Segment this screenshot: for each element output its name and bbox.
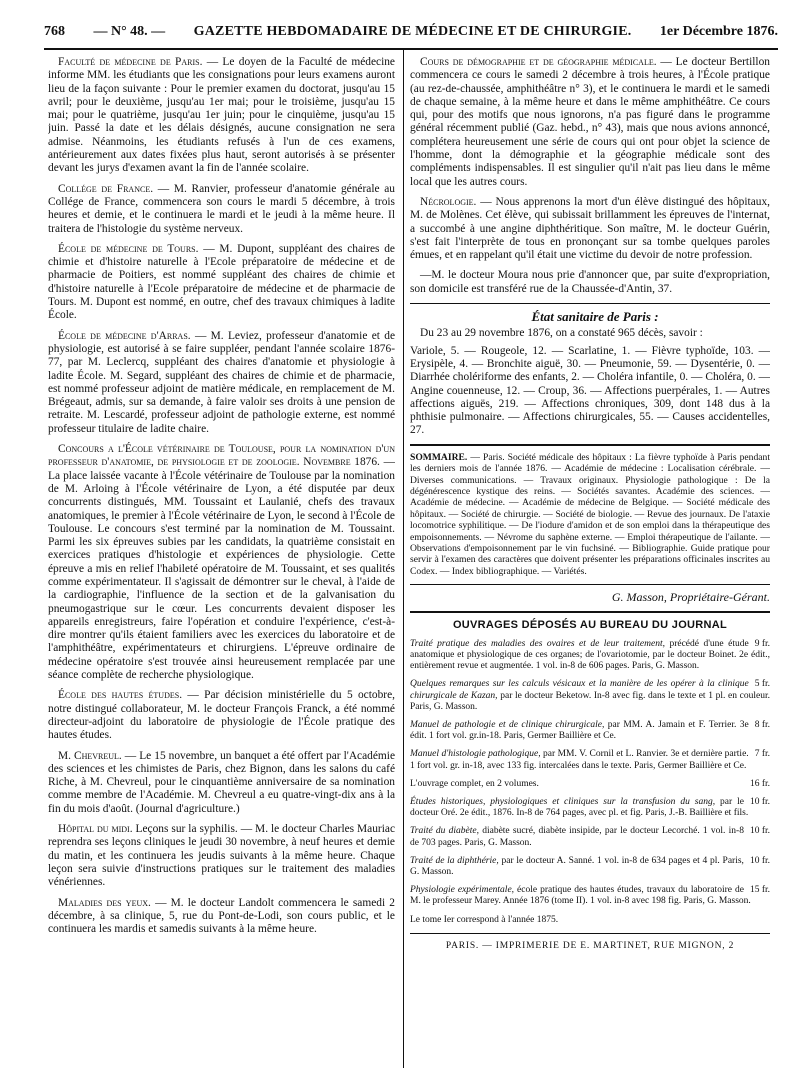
- page-number: 768: [44, 24, 65, 39]
- section-rule: [410, 584, 770, 585]
- article-right_column-0: [410, 56, 770, 189]
- article-left_column-1: [48, 183, 395, 236]
- book-price: 9 fr.: [754, 638, 770, 649]
- book-entry: [410, 679, 770, 713]
- article-text: — M. Ranvier, professeur d'anatomie générale au Collége de France, commencera son cours le mardi 5 décembre, à trois heures et demie, et le continuera le mardi et le jeudi à la même heure. Il traitera de l'histologie du système nerveux.: [48, 182, 395, 235]
- article-heading: Cours de démographie et de géographie médicale.: [420, 56, 657, 68]
- book-price: 10 fr.: [749, 797, 770, 808]
- book-price: 10 fr.: [749, 826, 770, 837]
- book-details: L'ouvrage complet, en 2 volumes.: [410, 778, 539, 789]
- article-heading: Hôpital du midi.: [58, 823, 133, 836]
- section-rule: [410, 444, 770, 446]
- ouvrages-title: OUVRAGES DÉPOSÉS AU BUREAU DU JOURNAL: [452, 619, 728, 632]
- article-heading: Faculté de médecine de Paris.: [58, 56, 203, 68]
- article-text: — Le 15 novembre, un banquet a été offert par l'Académie des sciences et les chimistes de Paris, chez Bignon, dans les salons du café Riche, à M. Chevreul, pour le cinquantième anniversaire de sa nomination comme membre de l'Académie. M. Chevreul a eu quatre-vingt-dix ans à la fin du mois d'août. (Journal d'agriculture.): [48, 749, 395, 815]
- book-title: Traité du diabète,: [410, 826, 479, 837]
- article-text: — Le doyen de la Faculté de médecine informe MM. les étudiants que les consignations pour leurs examens auront lieu de la façon suivante : Pour le premier examen du doctorat, jusqu'au 15 avril; pour le deuxième, jusqu'au 1er mai; pour le troisième, jusqu'au 15 mai; pour le quatrième, jusqu'au 1er juin; pour le cinquième, jusqu'au 15 juin. Passé la date et les délais désignés, aucune consignation ne sera admise. Néanmoins, les étudiants refusés à l'un de ces examens, antérieurement aux dates fixées plus haut, seront autorisés à se présenter devant les jurys d'examen avant la fin de l'année scolaire.: [48, 56, 395, 175]
- book-price: 7 fr.: [754, 749, 770, 760]
- book-details: par le docteur Beketow. In-8 avec fig. dans le texte et 1 pl. en couleur. Paris, G. Masson.: [410, 690, 770, 712]
- article-left_column-6: [48, 750, 395, 816]
- book-title: Quelques remarques sur les calculs vésicaux et la manière de les opérer à la clinique chirurgicale de Kazan,: [410, 679, 749, 701]
- book-details: diabète sucré, diabète insipide, par le docteur Lecorché. 1 vol. in-8 de 703 pages. Paris, G. Masson.: [410, 826, 744, 848]
- article-left_column-8: [48, 897, 395, 937]
- article-heading: Concours a l'École vétérinaire de Toulouse, pour la nomination d'un professeur d'anatomie, de physiologie et de zoologie. Novembre 1876.: [48, 443, 395, 469]
- book-details: Le tome Ier correspond à l'année 1875.: [410, 914, 559, 925]
- book-price: 8 fr.: [754, 720, 770, 730]
- left-column: [48, 56, 395, 1061]
- article-text: Leçons sur la syphilis. — M. le docteur Charles Mauriac reprendra ses leçons cliniques le jeudi 30 novembre, à neuf heures et demie du matin, et les continuera les jeudis suivants à la même heure. Chaque leçon sera suivie d'instructions pratiques sur le traitement des maladies vénériennes.: [48, 823, 395, 889]
- book-details: par MM. V. Cornil et L. Ranvier. 3e et dernière partie. 1 fort vol. gr. in-18, avec 133 fig. intercalées dans le texte. Paris, Germer Baillière et Ce.: [410, 749, 749, 771]
- book-entry: [410, 915, 770, 926]
- issue-date: 1er Décembre 1876.: [659, 24, 778, 39]
- article-heading: École des hautes études.: [58, 689, 183, 702]
- article-heading: Maladies des yeux.: [58, 896, 151, 909]
- book-title: Traité pratique des maladies des ovaires et de leur traitement,: [410, 638, 665, 649]
- etat-sanitaire-title: État sanitaire de Paris :: [531, 309, 659, 325]
- book-price: 16 fr.: [749, 778, 770, 789]
- article-text: — Nous apprenons la mort d'un élève distingué des hôpitaux, M. de Molènes. Cet élève, qui subissait brillamment les épreuves de l'internat, a succombé à une angine diphthéritique. Son maître, M. le docteur Guérin, s'est fait l'interprète de tous en prononçant sur sa tombe quelques paroles émues, et en rappelant qu'il était une victime du devoir de notre profession.: [410, 195, 770, 262]
- book-entry: [410, 856, 770, 878]
- book-price: 15 fr.: [749, 885, 770, 896]
- book-price: 10 fr.: [749, 855, 770, 866]
- journal-title: GAZETTE HEBDOMADAIRE DE MÉDECINE ET DE CHIRURGIE.: [193, 24, 632, 39]
- book-details: école pratique des hautes études, travaux du laboratoire de M. le professeur Marey. Année 1876 (tome II). 1 vol. in-8 avec 198 fig. Paris, G. Masson.: [410, 885, 751, 907]
- article-text: —M. le docteur Moura nous prie d'annoncer que, par suite d'expropriation, son domicile est transféré rue de la Chaussée-d'Antin, 37.: [410, 269, 770, 295]
- ouvrages-list: [410, 639, 770, 926]
- sommaire-label: SOMMAIRE.: [410, 451, 468, 463]
- article-text: — Le docteur Bertillon commencera ce cours le samedi 2 décembre à trois heures, à l'École pratique (au rez-de-chaussée, amphithéâtre n° 3), et le continuera le mardi et le samedi de chaque semaine, à la même heure et dans le même amphithéâtre. Ce cours qui, pour des motifs que nous ignorons, n'a pas figuré dans le programme général récemment publié (Gaz. hebd., n° 43), mais que nous avions annoncé, complétera heureusement une série de cours qui ont pour objet la science de l'homme, dont la démographie et la géographie médicale sont des compléments indispensables. Il est singulier qu'il n'ait pas lieu dans le même local que les autres cours.: [410, 56, 770, 188]
- imprint: PARIS. — IMPRIMERIE DE E. MARTINET, RUE MIGNON, 2: [445, 940, 735, 951]
- book-details: précédé d'une étude anatomique et physiologique de ces organes; de l'ovariotomie, par le docteur Boinet. 2e édit., entièrement revue et augmentée. 1 vol. in-8 de 606 pages. Paris, G. Masson.: [410, 638, 770, 672]
- book-entry: [410, 826, 770, 848]
- book-price: 5 fr.: [754, 679, 770, 690]
- book-title: Manuel d'histologie pathologique,: [410, 749, 541, 760]
- book-title: Manuel de pathologie et de clinique chirurgicale,: [410, 720, 605, 730]
- sommaire-text: — Paris. Société médicale des hôpitaux : La fièvre typhoïde à Paris pendant les derniers mois de l'année 1876. — Académie de médecine : Localisation cérébrale. — Diverses communications. — Travaux originaux. Physiologie pathologique : De la dégénérescence kystique des reins. — Sociétés savantes. Académie des sciences. — Académie de médecine. — Académie de médecine de Belgique. — Société médicale des hôpitaux. — Société de chirurgie. — Société de biologie. — Revue des journaux. De l'ataxie locomotrice syphilitique. — De l'iodure d'amidon et de son emploi dans la thérapeutique des empoisonnements. — Névrome du saphène externe. — Emploi thérapeutique de l'ailante. — Observations d'empoisonnement par le vin fuchsiné. — Bibliographie. Guide pratique pour servir à l'examen des caractères que doivent présenter les préparations officinales inscrites au Codex. — Index bibliographique. — Variétés.: [410, 451, 770, 577]
- book-entry: [410, 749, 770, 771]
- article-heading: M. Chevreul.: [58, 749, 122, 762]
- right-column: [410, 56, 770, 1066]
- section-rule: [410, 611, 770, 613]
- article-text: — M. Dupont, suppléant des chaires de chimie et d'histoire naturelle à l'Ecole préparatoire de médecine et de pharmacie de Poitiers, est nommé suppléant des chaires de chimie et d'histoire naturelle à l'Ecole préparatoire de médecine et de pharmacie de Tours. M. Dupont est nommé, en outre, chef des travaux chimiques à ladite École.: [48, 242, 395, 322]
- article-left_column-0: [48, 56, 395, 176]
- article-left_column-3: [48, 330, 395, 436]
- sommaire: [410, 452, 770, 577]
- right-articles: [410, 56, 770, 296]
- article-heading: École de médecine d'Arras.: [58, 329, 191, 342]
- article-left_column-4: [48, 443, 395, 682]
- header-rule: [44, 48, 778, 50]
- book-title: Études historiques, physiologiques et cliniques sur la transfusion du sang,: [410, 797, 716, 808]
- section-rule: [410, 303, 770, 304]
- article-left_column-7: [48, 823, 395, 889]
- book-entry: [410, 639, 770, 673]
- book-details: par MM. A. Jamain et F. Terrier. 3e édit. 1 fort vol. gr.in-18. Paris, Germer Baillière et Ce.: [410, 720, 749, 742]
- column-divider: [403, 50, 404, 1068]
- etat-sanitaire-list: Variole, 5. — Rougeole, 12. — Scarlatine, 1. — Fièvre typhoïde, 103. — Erysipèle, 4. — Bronchite aiguë, 30. — Pneumonie, 59. — Dysentérie, 0. — Diarrhée cholériforme des enfants, 2. — Choléra infantile, 0. — Choléra, 0. — Angine couenneuse, 12. — Croup, 36. — Affections puerpérales, 1. — Autres affections aiguës, 219. — Affections chroniques, 309, dont 148 dus à la phthisie pulmonaire. — Affections chirurgicales, 55. — Causes accidentelles, 27.: [410, 344, 770, 437]
- book-details: par le docteur A. Sanné. 1 vol. in-8 de 634 pages et 4 pl. Paris, G. Masson.: [410, 855, 744, 878]
- article-heading: Nécrologie.: [420, 195, 477, 208]
- book-entry: [410, 779, 770, 790]
- signature: G. Masson, Propriétaire-Gérant.: [611, 590, 770, 605]
- book-entry: [410, 797, 770, 819]
- article-heading: Collége de France.: [58, 182, 154, 195]
- page-header: [44, 24, 778, 46]
- section-rule: [410, 933, 770, 934]
- article-left_column-5: [48, 689, 395, 742]
- book-details: par le docteur Oré. 2e édit., 1876. In-8 de 764 pages, avec pl. et fig. Paris, J.-B. Baillière et fils.: [410, 797, 749, 819]
- book-title: Traité de la diphthérie,: [410, 855, 499, 866]
- article-text: — M. le docteur Landolt commencera le samedi 2 décembre, à sa clinique, 5, rue du Pont-de-Lodi, son cours public, et le continuera les mardis et samedis suivants à la même heure.: [48, 896, 395, 936]
- book-entry: [410, 885, 770, 907]
- article-text: — La place laissée vacante à l'École vétérinaire de Toulouse par la nomination de M. Arloing à l'École vétérinaire de Lyon, a été disputée par deux concurrents distingués, MM. Toussaint et Laulanié, chefs des travaux anatomiques, le premier à l'École vétérinaire de Lyon, le second à l'École de Toulouse. Le concours s'est terminé par la nomination de M. Toussaint. Parmi les six épreuves subies par les candidats, la quatrième consistait en exercices pratiques d'histologie et expériences de physiologie. Cette épreuve a mis en relief l'habileté opératoire de M. Toussaint, et ses qualités comme expérimentateur. Il s'agissait de démontrer sur le cheval, à l'aide de la cardiographie, l'influence de la section et de la galvanisation du pneumogastrique sur le cœur. Les concurrents devaient disposer les appareils enregistreurs, faire l'opération et conduire l'expérience, c'est-à-dire montrer qu'ils étaient familiers avec les exercices du laboratoire et de l'amphithéâtre, expérimentateurs et chirurgiens. L'épreuve ordinaire de médecine opératoire s'est trouvée ainsi heureusement remplacée par une séance complète de recherche physiologique.: [48, 456, 395, 682]
- article-right_column-1: [410, 196, 770, 262]
- article-right_column-2: [410, 269, 770, 296]
- etat-sanitaire-intro: Du 23 au 29 novembre 1876, on a constaté 965 décès, savoir :: [420, 327, 703, 340]
- book-entry: [410, 720, 770, 742]
- article-text: — Par décision ministérielle du 5 octobre, notre distingué collaborateur, M. le docteur François Franck, a été nommé directeur-adjoint du laboratoire de physiologie de l'École pratique des hautes études.: [48, 689, 395, 742]
- article-heading: École de médecine de Tours.: [58, 242, 199, 255]
- book-title: Physiologie expérimentale,: [410, 885, 515, 896]
- article-text: — M. Leviez, professeur d'anatomie et de physiologie, est autorisé à se faire suppléer, pendant l'année scolaire 1876-77, par M. Leclercq, suppléant des chaires d'anatomie et physiologie à ladite École. M. Segard, suppléant des chaires de chimie et de pharmacie, est nommé professeur adjoint de matière médicale, en remplacement de M. Brégeaut, admis, sur sa demande, à faire valoir ses droits à une pension de retraite. M. Lescardé, professeur adjoint de pathologie externe, est nommé professeur titulaire de ladite chaire.: [48, 329, 395, 435]
- issue-number: — N° 48. —: [93, 24, 166, 39]
- article-left_column-2: [48, 243, 395, 323]
- etat-sanitaire: [410, 310, 770, 438]
